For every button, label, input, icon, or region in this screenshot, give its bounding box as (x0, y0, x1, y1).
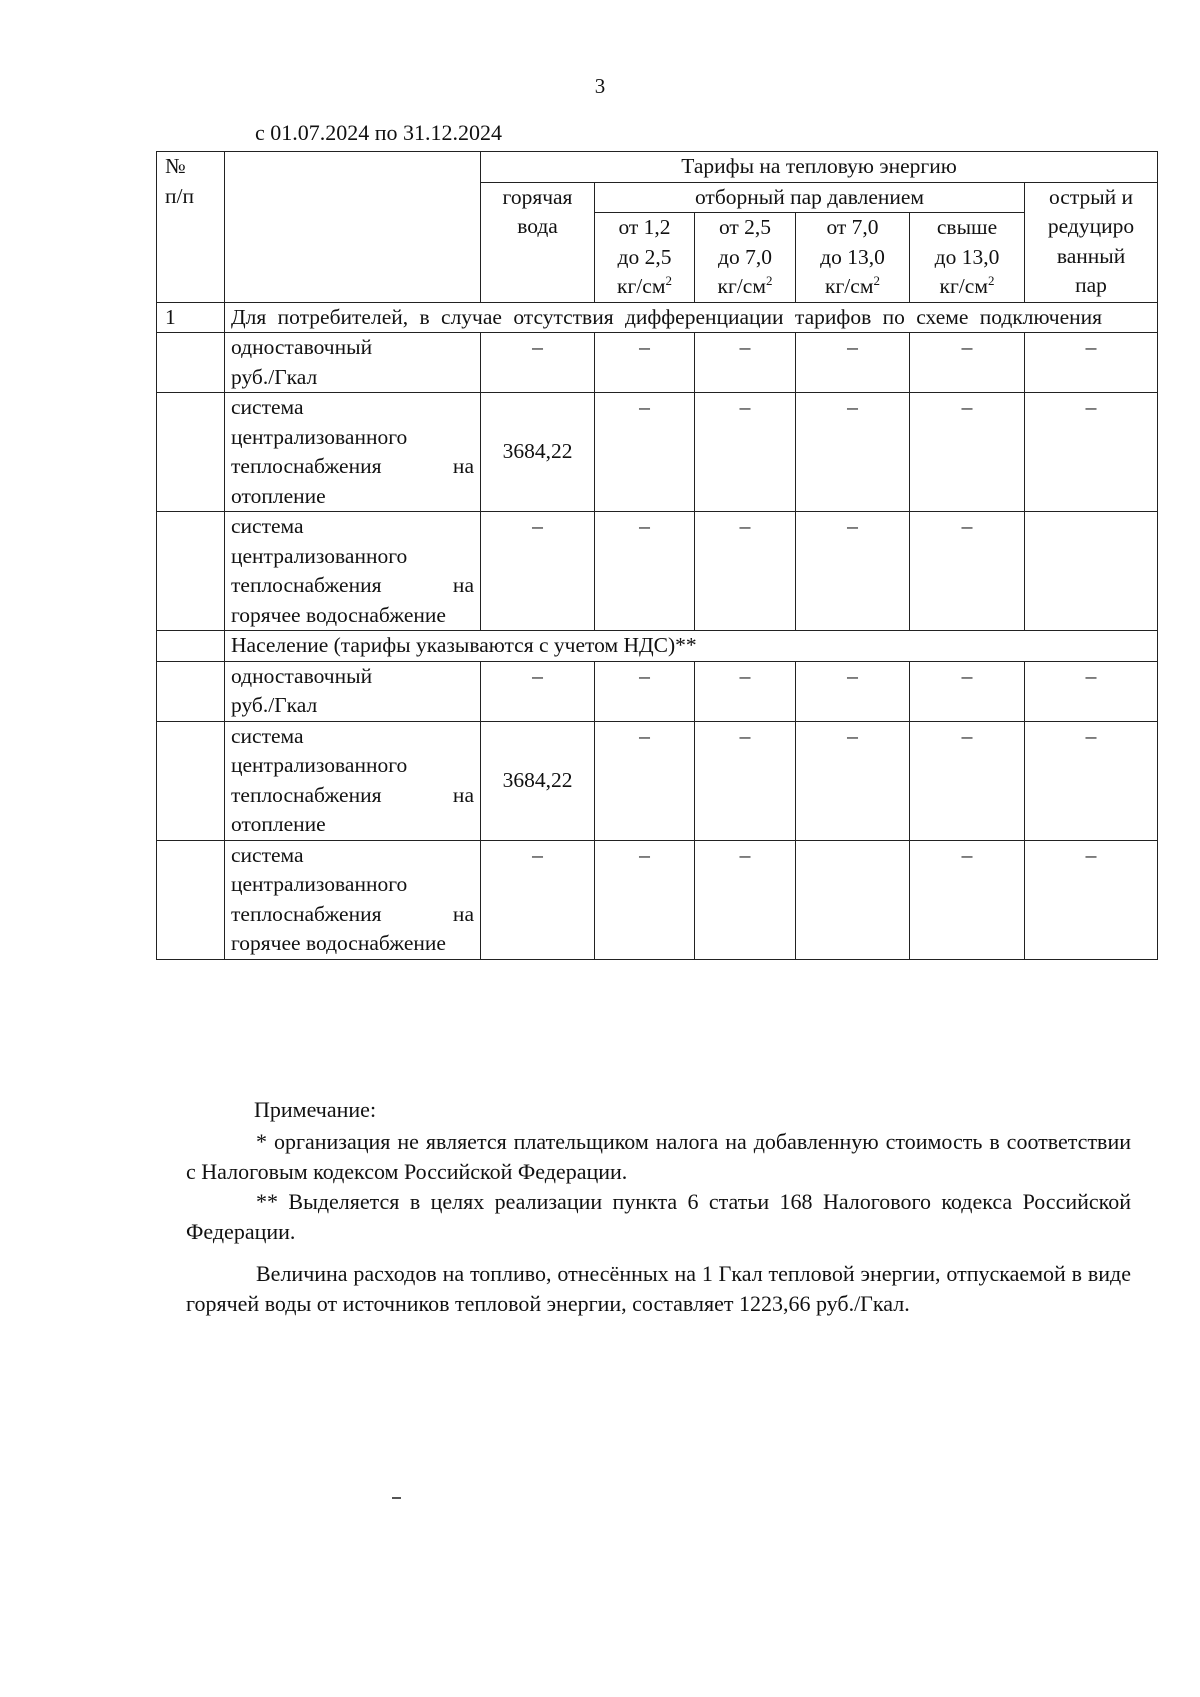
header-hot-water: горячая вода (481, 182, 595, 302)
row-label: система централизованного теплоснабжения на отопление (225, 721, 481, 840)
steam-col-unit: кг/см (617, 274, 666, 298)
header-no: № п/п (157, 152, 225, 303)
cell: – (595, 661, 695, 721)
page-number: 3 (594, 74, 606, 98)
cell: – (1025, 333, 1158, 393)
row-label: система централизованного теплоснабжения на горячее водоснабжение (225, 512, 481, 631)
row-no (157, 661, 225, 721)
unit-superscript: 2 (665, 272, 672, 288)
scan-mark (392, 1497, 401, 1499)
table-row (157, 661, 1158, 721)
cell: – (595, 721, 695, 840)
header-sharp-steam: острый и редуциро ванный пар (1025, 182, 1158, 302)
row-no (157, 840, 225, 959)
steam-col-line: от 7,0 (826, 215, 879, 239)
cell: – (1025, 661, 1158, 721)
row-label: система централизованного теплоснабжения на горячее водоснабжение (225, 840, 481, 959)
cell: – (796, 721, 910, 840)
note-3: Величина расходов на топливо, отнесённых на 1 Гкал тепловой энергии, отпускаемой в виде горячей воды от источников тепловой энергии, составляет 1223,66 руб./Гкал. (186, 1261, 1131, 1316)
note-2: ** Выделяется в целях реализации пункта 6 статьи 168 Налогового кодекса Российской Федерации. (186, 1189, 1131, 1244)
cell: – (481, 333, 595, 393)
cell: – (796, 393, 910, 512)
cell: – (695, 721, 796, 840)
cell: – (595, 333, 695, 393)
cell: – (910, 661, 1025, 721)
section-number: 1 (157, 302, 225, 333)
steam-col-unit: кг/см (717, 274, 766, 298)
cell: – (595, 393, 695, 512)
table-row (157, 721, 1158, 840)
row-label-text: одноставочный руб./Гкал (231, 335, 373, 389)
cell: – (796, 333, 910, 393)
row-label (225, 661, 481, 721)
header-steam-col (910, 213, 1025, 303)
section-row (157, 302, 1158, 333)
row-no (157, 393, 225, 512)
steam-col-line: свыше (936, 215, 998, 239)
cell-value: 3684,22 (481, 393, 595, 512)
header-steam-col (695, 213, 796, 303)
steam-col-line: до 13,0 (820, 244, 885, 269)
steam-col-line: от 1,2 (618, 215, 671, 239)
cell: – (1025, 393, 1158, 512)
cell: – (796, 661, 910, 721)
cell: – (695, 512, 796, 631)
unit-superscript: 2 (873, 272, 880, 288)
steam-col-line: до 13,0 (934, 244, 1000, 269)
cell: – (695, 393, 796, 512)
steam-col-line: до 2,5 (617, 244, 672, 269)
row-label-text: одноставочный руб./Гкал (231, 663, 373, 717)
cell (796, 840, 910, 959)
cell: – (481, 661, 595, 721)
row-label: система централизованного теплоснабжения на отопление (225, 393, 481, 512)
cell: – (1025, 721, 1158, 840)
cell: – (1025, 840, 1158, 959)
cell: – (481, 840, 595, 959)
notes (186, 1095, 1131, 1319)
cell: – (695, 661, 796, 721)
unit-superscript: 2 (765, 272, 773, 288)
section-row (157, 631, 1158, 662)
table-row (157, 333, 1158, 393)
header-steam-col (796, 213, 910, 303)
table-row (157, 512, 1158, 631)
row-no (157, 721, 225, 840)
cell: – (595, 512, 695, 631)
table-row (157, 393, 1158, 512)
steam-col-line: до 7,0 (718, 244, 772, 269)
cell: – (910, 840, 1025, 959)
unit-superscript: 2 (987, 272, 995, 288)
row-no (157, 333, 225, 393)
header-empty (225, 152, 481, 303)
steam-col-line: от 2,5 (718, 215, 772, 239)
section-title: Для потребителей, в случае отсутствия дифференциации тарифов по схеме подключения (225, 302, 1158, 333)
cell: – (481, 512, 595, 631)
row-label (225, 333, 481, 393)
cell: – (910, 393, 1025, 512)
note-1: * организация не является плательщиком налога на добавленную стоимость в соответствии с Налоговым кодексом Российской Федерации. (186, 1129, 1131, 1184)
cell: – (910, 721, 1025, 840)
notes-title: Примечание: (254, 1097, 377, 1122)
header-steam-group: отборный пар давлением (595, 182, 1025, 213)
row-no (157, 512, 225, 631)
steam-col-unit: кг/см (825, 274, 874, 298)
header-steam-col (595, 213, 695, 303)
section-number (157, 631, 225, 662)
header-tariffs-title: Тарифы на тепловую энергию (481, 152, 1158, 183)
cell (1025, 512, 1158, 631)
table-row (157, 840, 1158, 959)
section-title: Население (тарифы указываются с учетом НДС)** (225, 631, 1158, 662)
cell: – (910, 333, 1025, 393)
cell: – (695, 840, 796, 959)
cell: – (695, 333, 796, 393)
cell: – (910, 512, 1025, 631)
period-heading: с 01.07.2024 по 31.12.2024 (255, 120, 503, 145)
cell-value: 3684,22 (481, 721, 595, 840)
steam-col-unit: кг/см (939, 274, 988, 298)
cell: – (595, 840, 695, 959)
header-row-1 (157, 152, 1158, 183)
cell: – (796, 512, 910, 631)
tariff-table (156, 151, 1158, 960)
